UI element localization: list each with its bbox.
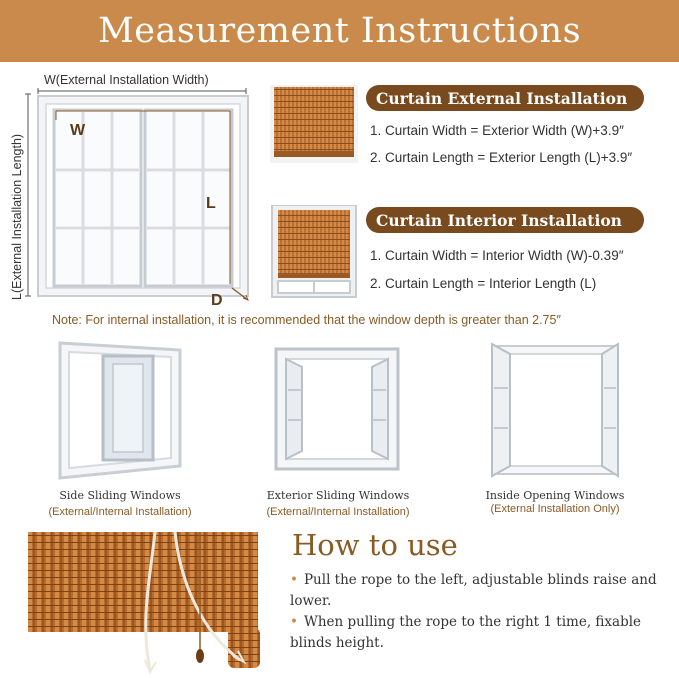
window-type-title-2: Exterior Sliding Windows: [266, 489, 410, 502]
external-rule-width: 1. Curtain Width = Exterior Width (W)+3.9″: [370, 123, 624, 138]
w-marker: W: [70, 122, 86, 139]
interior-install-image: [270, 205, 360, 300]
how-to-bullet-1-text: Pull the rope to the left, adjustable blinds raise and lower.: [290, 572, 657, 609]
external-install-title: Curtain External Installation: [366, 85, 644, 111]
window-type-sub-3: (External Installation Only): [490, 503, 620, 515]
width-dimension-label: W(External Installation Width): [44, 73, 209, 87]
window-type-title-1: Side Sliding Windows: [59, 489, 181, 502]
side-sliding-window-image: [55, 338, 185, 483]
bullet-dot-icon: •: [290, 614, 298, 630]
how-to-use-title: How to use: [292, 528, 458, 562]
depth-note: Note: For internal installation, it is recommended that the window depth is greater than 2.75″: [52, 313, 561, 327]
bullet-dot-icon: •: [290, 572, 298, 588]
inside-opening-window-image: [488, 340, 623, 480]
how-to-bullet-1: [290, 570, 670, 612]
interior-rule-length: 2. Curtain Length = Interior Length (L): [370, 276, 597, 291]
length-dimension-label: L(External Installation Length): [10, 133, 24, 300]
interior-rule-width: 1. Curtain Width = Interior Width (W)-0.39″: [370, 248, 624, 263]
page-title: Measurement Instructions: [97, 11, 582, 51]
interior-install-title: Curtain Interior Installation: [366, 207, 644, 233]
bamboo-blind-image: [0, 530, 275, 678]
exterior-sliding-window-image: [272, 345, 402, 473]
d-marker: D: [211, 292, 223, 309]
external-rule-length: 2. Curtain Length = Exterior Length (L)+3.9″: [370, 150, 633, 165]
how-to-bullet-2-text: When pulling the rope to the right 1 time, fixable blinds height.: [290, 614, 642, 651]
external-install-image: [270, 85, 360, 165]
how-to-bullet-2: [290, 612, 670, 654]
window-type-sub-1: (External/Internal Installation): [48, 506, 192, 518]
window-type-sub-2: (External/Internal Installation): [266, 506, 410, 518]
window-type-title-3: Inside Opening Windows: [485, 489, 625, 502]
l-marker: L: [206, 195, 216, 212]
